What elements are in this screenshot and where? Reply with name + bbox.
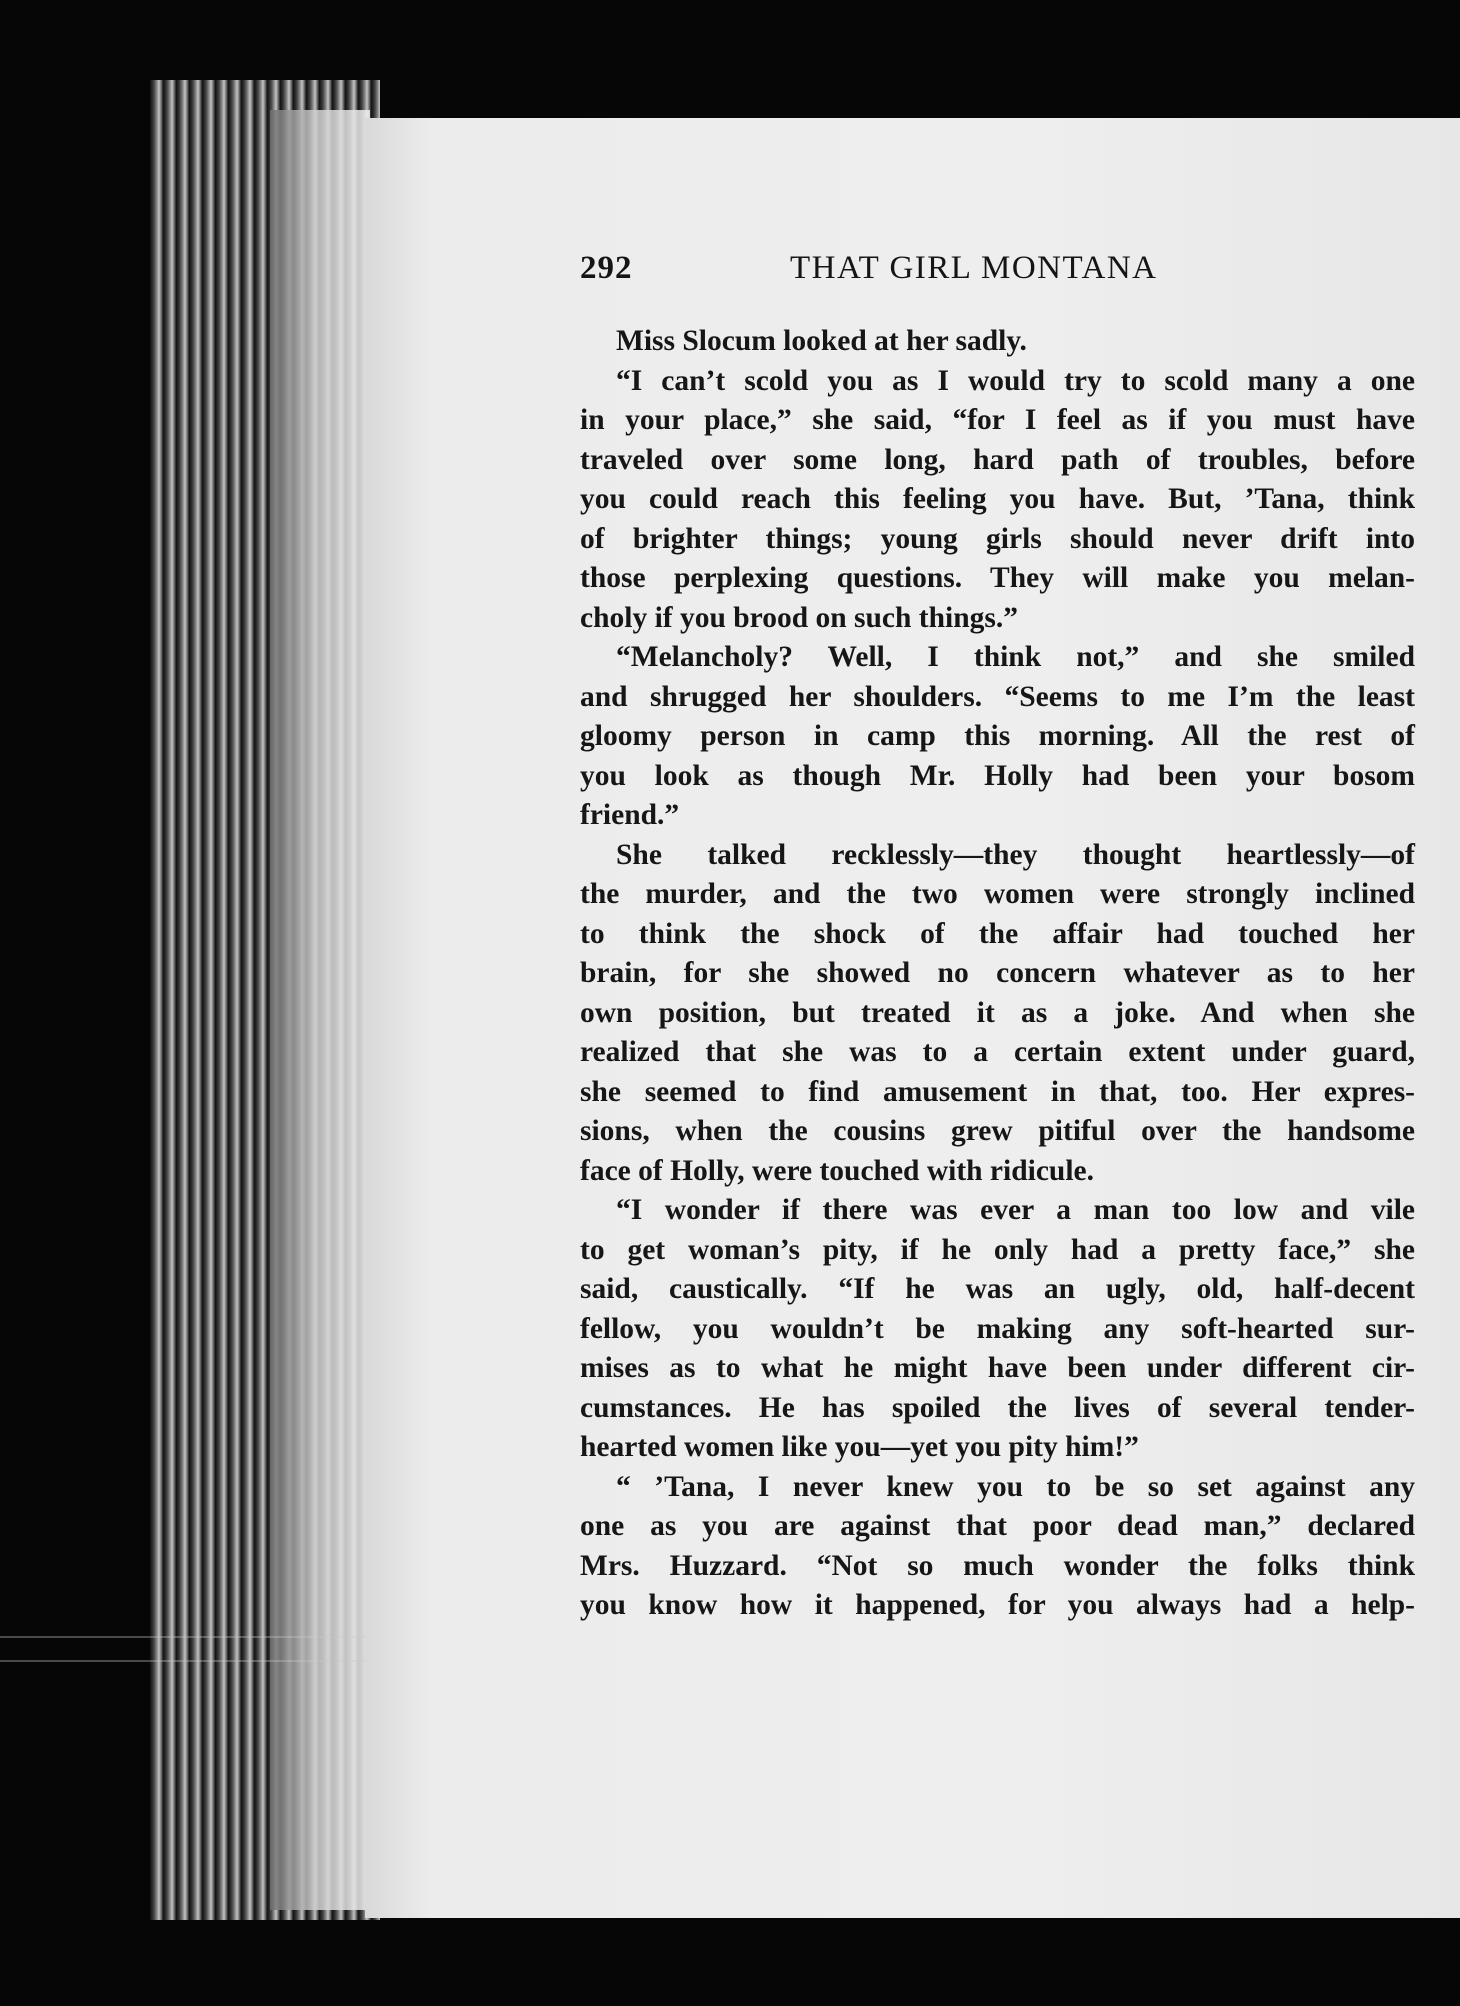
running-title: THAT GIRL MONTANA [790, 250, 1158, 286]
text-line: to get woman’s pity, if he only had a pretty face,” she [580, 1233, 1415, 1266]
text-line: she seemed to find amusement in that, too. Her expres- [580, 1075, 1415, 1108]
text-line: Mrs. Huzzard. “Not so much wonder the folks think [580, 1549, 1415, 1582]
text-line: own position, but treated it as a joke. And when she [580, 996, 1415, 1029]
text-line: and shrugged her shoulders. “Seems to me I’m the least [580, 680, 1415, 713]
text-line: you could reach this feeling you have. But, ’Tana, think [580, 483, 1415, 515]
text-line: cumstances. He has spoiled the lives of several tender- [580, 1391, 1415, 1424]
text-line: “I can’t scold you as I would try to scold many a one [616, 364, 1415, 397]
text-line: you look as though Mr. Holly had been your bosom [580, 759, 1415, 792]
text-line: gloomy person in camp this morning. All the rest of [580, 720, 1415, 752]
text-line: traveled over some long, hard path of troubles, before [580, 443, 1415, 476]
text-line: sions, when the cousins grew pitiful over the handsome [580, 1115, 1415, 1147]
text-line: friend.” [580, 799, 680, 831]
body-text [580, 322, 1415, 1626]
text-line: realized that she was to a certain extent under guard, [580, 1036, 1415, 1068]
text-line: “ ’Tana, I never knew you to be so set against any [616, 1470, 1415, 1503]
text-line: Miss Slocum looked at her sadly. [616, 325, 1027, 357]
text-line: mises as to what he might have been under different cir- [580, 1352, 1415, 1384]
text-line: “I wonder if there was ever a man too low and vile [616, 1194, 1415, 1226]
text-line: said, caustically. “If he was an ugly, old, half-decent [580, 1273, 1415, 1305]
text-line: in your place,” she said, “for I feel as if you must have [580, 404, 1415, 436]
page-header [580, 250, 1220, 294]
text-line: choly if you brood on such things.” [580, 601, 1018, 634]
page-number: 292 [580, 250, 633, 286]
text-line: She talked recklessly—they thought heartlessly—of [616, 838, 1415, 871]
text-line: the murder, and the two women were strongly inclined [580, 878, 1415, 910]
text-line: those perplexing questions. They will make you melan- [580, 562, 1415, 594]
text-line: of brighter things; young girls should never drift into [580, 522, 1415, 555]
text-line: fellow, you wouldn’t be making any soft-hearted sur- [580, 1312, 1415, 1345]
text-line: one as you are against that poor dead man,” declared [580, 1510, 1415, 1542]
text-line: brain, for she showed no concern whatever as to her [580, 957, 1415, 989]
book-page-edges-highlight [270, 110, 370, 1910]
text-line: you know how it happened, for you always had a help- [580, 1589, 1415, 1621]
text-line: to think the shock of the affair had touched her [580, 917, 1415, 950]
text-line: face of Holly, were touched with ridicule. [580, 1154, 1094, 1187]
text-line: “Melancholy? Well, I think not,” and she smiled [616, 641, 1415, 673]
text-line: hearted women like you—yet you pity him!” [580, 1431, 1139, 1463]
